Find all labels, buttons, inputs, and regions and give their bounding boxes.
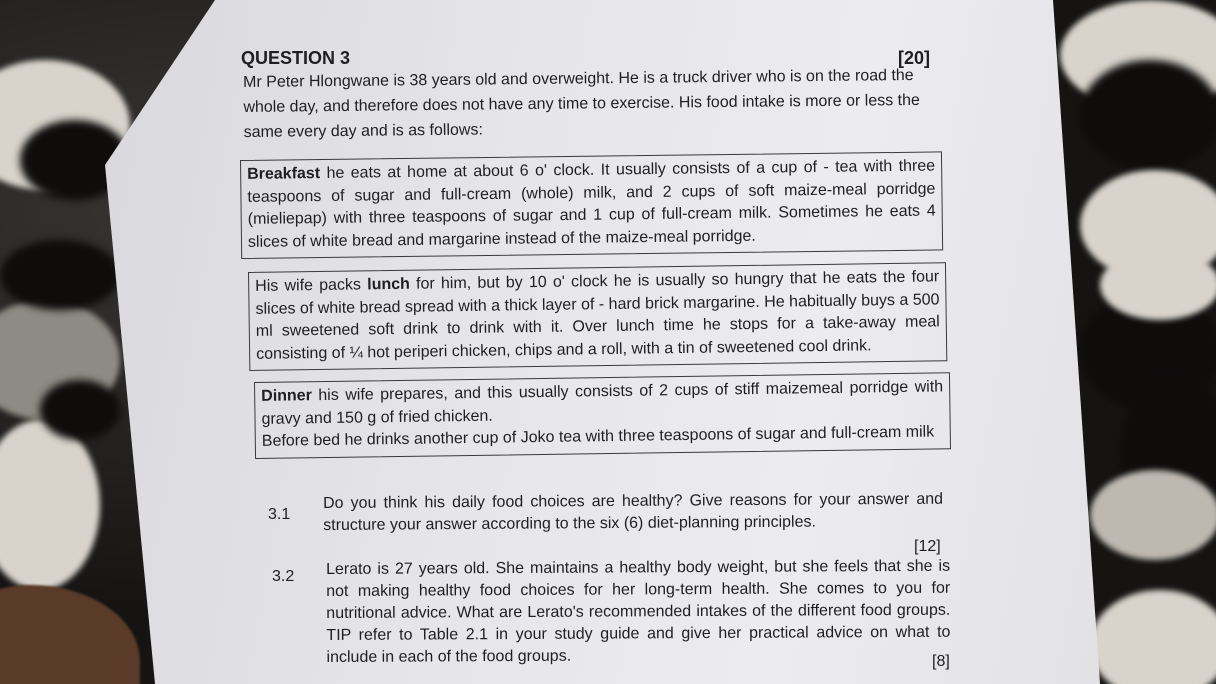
question-title: QUESTION 3 [241, 48, 351, 68]
subquestion-text: Do you think his daily food choices are healthy? Give reasons for your answer and structure your answer according to the six (6) diet-planning principles. [323, 490, 944, 534]
dinner-text: his wife prepares, and this usually consists of 2 cups of stiff maizemeal porridge with gravy and 150 g of fried chicken. [261, 378, 944, 428]
subquestion-text: Lerato is 27 years old. She maintains a healthy body weight, but she feels that she is not making healthy food choices for her long-term health. She comes to you for nutritional advice. What are Lerato's recommended intakes of the different food groups. TIP refer to Table 2.1 in your study guide and give her practical advice on what to include in each of the food groups. [326, 557, 951, 666]
question-marks: [20] [898, 48, 931, 68]
lunch-box [248, 262, 947, 371]
lunch-text: for him, but by 10 o' clock he is usually so hungry that he eats the four slices of white bread spread with a thick layer of - hard brick margarine. He habitually buys a 500 ml sweetened soft drink to drink with it. Over lunch time he stops for a take-away meal consisting of ¼ hot periperi chicken, chips and a roll, with a tin of sweetened cool drink. [255, 268, 940, 363]
breakfast-box [240, 151, 943, 259]
dinner-lead: Dinner [261, 387, 312, 405]
dinner-box [254, 372, 951, 458]
subquestion-marks: [12] [914, 538, 941, 555]
subquestion-number: 3.1 [268, 506, 291, 523]
lunch-lead: lunch [367, 275, 410, 294]
question-intro: Mr Peter Hlongwane is 38 years old and overweight. He is a truck driver who is on the road the whole day, and therefore does not have any time to exercise. His food intake is more or less the same every day and is as follows: [243, 66, 920, 141]
breakfast-text: he eats at home at about 6 o' clock. It usually consists of a cup of - tea with three teaspoons of sugar and full-cream (whole) milk, and 2 cups of soft maize-meal porridge (mieliepap) with three teaspoons of sugar and 1 cup of full-cream milk. Sometimes he eats 4 slices of white bread and margarine instead of the maize-meal porridge. [247, 157, 936, 251]
subquestion-marks: [8] [932, 653, 950, 670]
lunch-pre: His wife packs [255, 276, 368, 295]
dinner-text-2: Before bed he drinks another cup of Joko tea with three teaspoons of sugar and full-cream milk [261, 423, 935, 450]
subquestion-number: 3.2 [272, 568, 295, 585]
breakfast-lead: Breakfast [247, 165, 321, 183]
